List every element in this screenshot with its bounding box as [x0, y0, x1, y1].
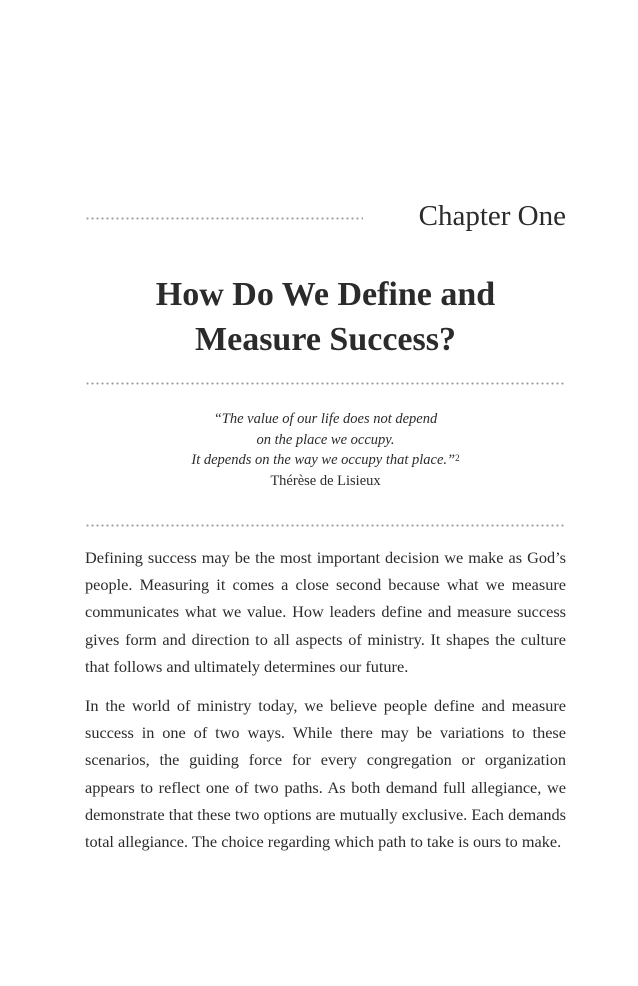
chapter-title-line-2: Measure Success? [195, 321, 456, 358]
chapter-label: Chapter One [418, 200, 566, 232]
epigraph-line-2: on the place we occupy. [256, 431, 395, 448]
paragraph-1: Defining success may be the most important decision we make as God’s people. Measuring it comes a close second because what we measure communicates what we value. How leaders define and measure success gives form and direction to all aspects of ministry. It shapes the culture that follows and ultimately determines our future. [85, 548, 566, 676]
epigraph [85, 409, 566, 491]
chapter-title-line-1: How Do We Define and [155, 276, 496, 313]
dotted-divider-top [85, 382, 566, 385]
chapter-dotted-leader [85, 217, 363, 220]
epigraph-author: Thérèse de Lisieux [270, 472, 381, 489]
footnote-marker: 2 [455, 453, 460, 463]
chapter-title [85, 272, 566, 362]
body-text [85, 544, 566, 855]
epigraph-line-1: “The value of our life does not depend [213, 411, 438, 427]
epigraph-line-3 [85, 450, 566, 471]
chapter-heading [85, 196, 566, 236]
dotted-divider-bottom [85, 524, 566, 527]
epigraph-line-3-text: It depends on the way we occupy that place.” [191, 452, 456, 468]
paragraph-2: In the world of ministry today, we believe people define and measure success in one of two ways. While there may be variations to these scenarios, the guiding force for every congregation or organization appears to reflect one of two paths. As both demand full allegiance, we demonstrate that these two options are mutually exclusive. Each demands total allegiance. The choice regarding which path to take is ours to make. [85, 696, 566, 852]
